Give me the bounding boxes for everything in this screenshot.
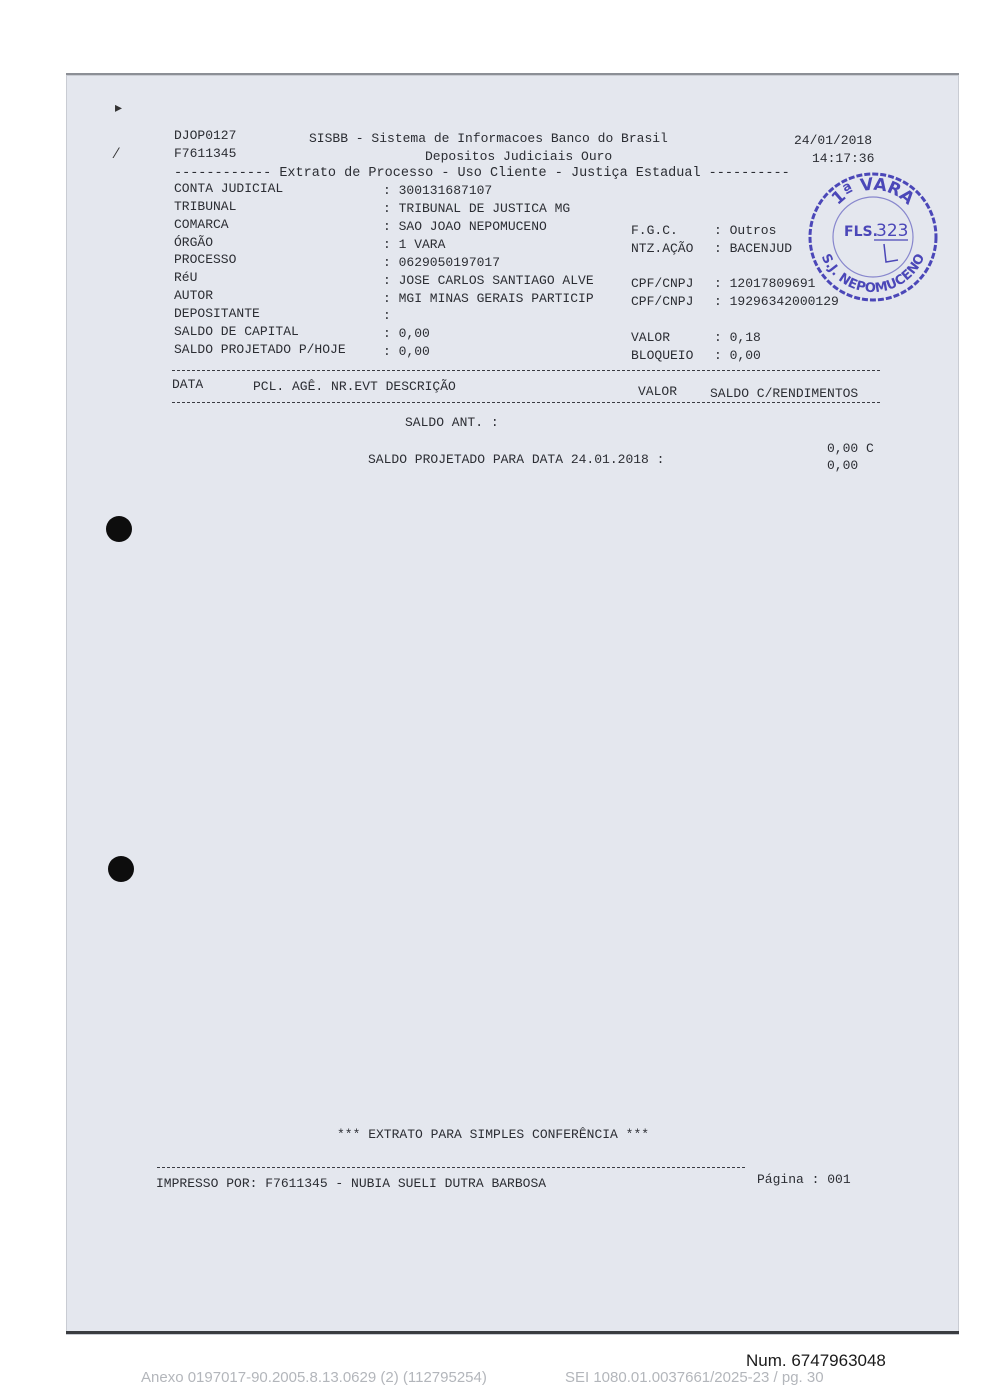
separator-line xyxy=(172,402,880,403)
separator-line xyxy=(157,1167,745,1168)
value-valor: : 0,18 xyxy=(714,330,761,345)
label-autor: AUTOR xyxy=(174,288,214,303)
saldo-anterior: SALDO ANT. : xyxy=(405,415,499,430)
scan-mark: ▸ xyxy=(115,100,123,116)
value-ntz-acao: : BACENJUD xyxy=(714,241,793,256)
value-reu: : JOSE CARLOS SANTIAGO ALVE xyxy=(383,273,594,288)
value-fgc: : Outros xyxy=(714,223,777,238)
annex-reference: Anexo 0197017-90.2005.8.13.0629 (2) (112795254) xyxy=(141,1369,487,1386)
scan-mark: ⁄ xyxy=(115,146,118,162)
label-saldo-capital: SALDO DE CAPITAL xyxy=(174,324,299,339)
label-conta-judicial: CONTA JUDICIAL xyxy=(174,181,284,196)
document-number: Num. 6747963048 xyxy=(746,1351,886,1370)
label-cpf-reu: CPF/CNPJ xyxy=(631,276,694,291)
label-cpf-autor: CPF/CNPJ xyxy=(631,294,694,309)
label-processo: PROCESSO xyxy=(174,252,237,267)
sei-reference: SEI 1080.01.0037661/2025-23 / pg. 30 xyxy=(565,1369,824,1386)
col-data: DATA xyxy=(172,377,204,392)
value-bloqueio: : 0,00 xyxy=(714,348,761,363)
label-depositante: DEPOSITANTE xyxy=(174,306,260,321)
page-shadow xyxy=(66,1331,959,1334)
value-orgao: : 1 VARA xyxy=(383,237,446,252)
system-title: SISBB - Sistema de Informacoes Banco do Brasil xyxy=(309,131,668,146)
value-saldo-capital: : 0,00 xyxy=(383,326,430,341)
header-date: 24/01/2018 xyxy=(794,133,873,148)
stamp-fls-label: FLS. xyxy=(844,224,878,240)
label-saldo-projetado: SALDO PROJETADO P/HOJE xyxy=(174,342,346,357)
value-comarca: : SAO JOAO NEPOMUCENO xyxy=(383,219,547,234)
col-descricao: PCL. AGÊ. NR.EVT DESCRIÇÃO xyxy=(253,379,456,394)
stamp-signature xyxy=(884,244,898,262)
section-line: ------------ Extrato de Processo - Uso Cliente - Justiça Estadual ---------- xyxy=(174,166,790,181)
separator-line xyxy=(172,370,880,371)
impresso-por: IMPRESSO POR: F7611345 - NUBIA SUELI DUTRA BARBOSA xyxy=(156,1176,547,1191)
value-processo: : 0629050197017 xyxy=(383,255,501,270)
label-valor: VALOR xyxy=(631,330,671,345)
col-valor: VALOR xyxy=(638,384,678,399)
col-saldo: SALDO C/RENDIMENTOS xyxy=(710,386,859,401)
subtitle: Depositos Judiciais Ouro xyxy=(425,149,613,164)
value-saldo-c: 0,00 C xyxy=(827,441,874,456)
value-depositante: : xyxy=(383,308,391,323)
value-cpf-reu: : 12017809691 xyxy=(714,276,816,291)
saldo-projetado-data: SALDO PROJETADO PARA DATA 24.01.2018 : xyxy=(368,452,665,467)
label-bloqueio: BLOQUEIO xyxy=(631,348,694,363)
label-orgao: ÓRGÃO xyxy=(174,235,214,250)
value-cpf-autor: : 19296342000129 xyxy=(714,294,839,309)
label-tribunal: TRIBUNAL xyxy=(174,199,237,214)
label-fgc: F.G.C. xyxy=(631,223,678,238)
label-comarca: COMARCA xyxy=(174,217,229,232)
punch-hole xyxy=(106,516,132,542)
header-code2: F7611345 xyxy=(174,146,237,161)
value-saldo-projetado: 0,00 xyxy=(827,458,859,473)
value-saldo-projetado: : 0,00 xyxy=(383,344,430,359)
court-stamp xyxy=(806,170,940,304)
conferencia-note: *** EXTRATO PARA SIMPLES CONFERÊNCIA *** xyxy=(337,1127,650,1142)
punch-hole xyxy=(108,856,134,882)
value-tribunal: : TRIBUNAL DE JUSTICA MG xyxy=(383,201,571,216)
value-autor: : MGI MINAS GERAIS PARTICIP xyxy=(383,291,594,306)
stamp-top-text: 1ª VARA xyxy=(827,174,918,210)
stamp-page-number: 323 xyxy=(876,221,909,241)
header-code1: DJOP0127 xyxy=(174,128,237,143)
stamp-bottom-text: S.J. NEPOMUCENO xyxy=(817,251,929,297)
header-time: 14:17:36 xyxy=(812,151,875,166)
label-ntz-acao: NTZ.AÇÃO xyxy=(631,241,694,256)
pagina-number: Página : 001 xyxy=(757,1172,851,1187)
value-conta-judicial: : 300131687107 xyxy=(383,183,493,198)
label-reu: RéU xyxy=(174,270,198,285)
